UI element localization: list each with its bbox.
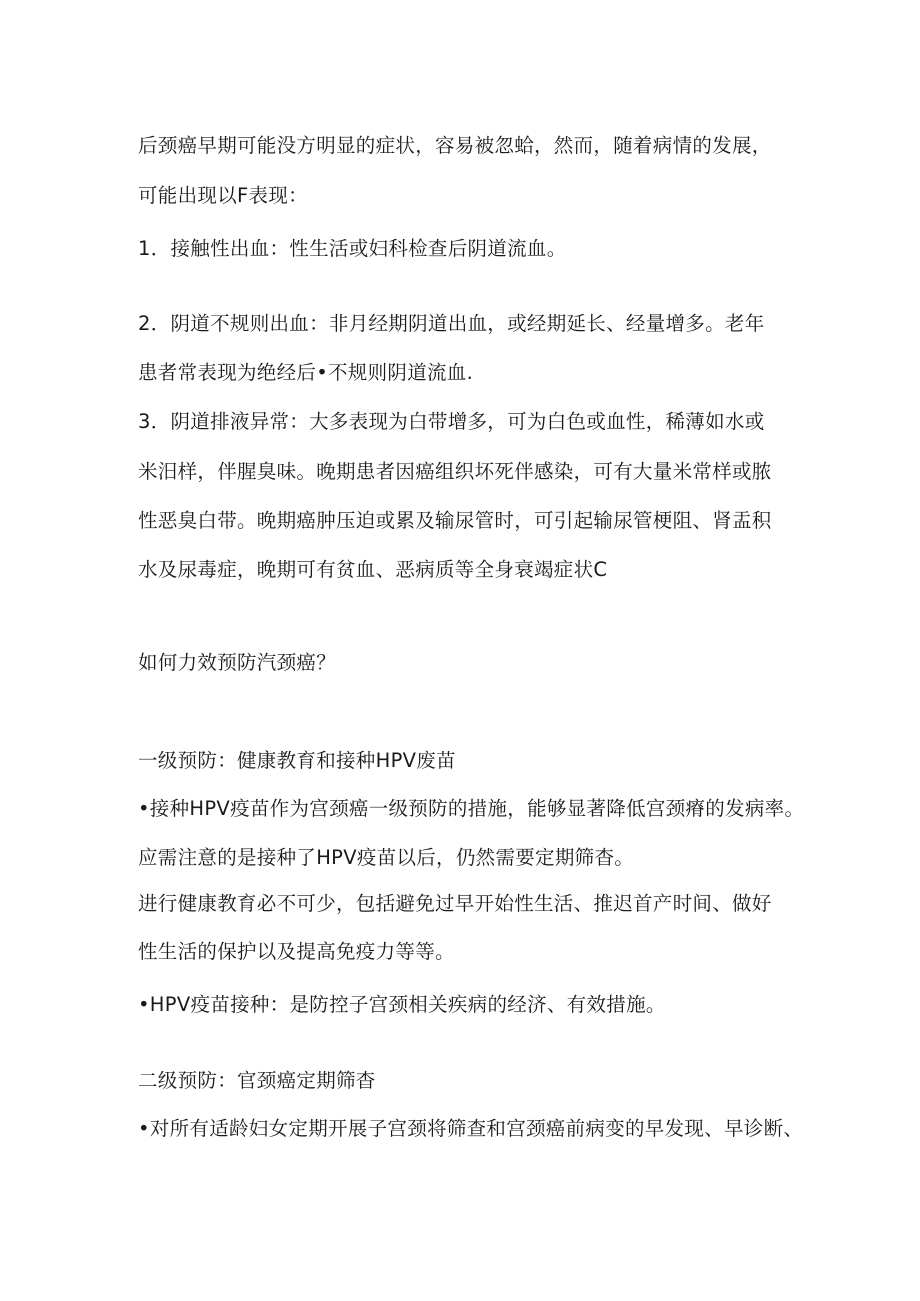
paragraph-health-education-line-2: 性生活的保护以及提高免疫力等等。	[138, 940, 455, 963]
bullet-hpv-vaccine-effect: •接种HPV疫苗作为宫颈癌一级预防的措施，能够显著降低宫颈瘠的发病率。	[138, 797, 805, 820]
paragraph-health-education-line-1: 进行健康教育必不可少，包括避免过早开始性生活、推迟首产时间、做好	[138, 892, 772, 915]
list-item-3-discharge-line-4: 水及尿毒症，晚期可有贫血、恶病质等全身衰竭症状C	[138, 558, 608, 581]
paragraph-symptoms-intro-line-1: 后颈癌早期可能没方明显的症状，容易被忽蛤，然而，随着病情的发展，	[138, 134, 772, 157]
list-item-3-discharge-line-1: 3．阴道排液异常：大多表现为白带增多，可为白色或血性，稀薄如水或	[138, 410, 765, 433]
subheading-primary-prevention: 一级预防：健康教育和接种HPV废苗	[138, 749, 456, 772]
section-heading-prevention: 如何力效预防汽颈癌？	[138, 651, 337, 674]
bullet-regular-screening: •对所有适龄妇女定期开展子宫颈将筛查和宫颈癌前病变的早发现、早诊断、	[138, 1117, 804, 1140]
bullet-hpv-vaccination: •HPV疫苗接种：是防控子宫颈相关疾病的经济、有效措施。	[138, 993, 666, 1016]
note-screening-after-vaccine: 应需注意的是接种了HPV疫苗以后，仍然需要定期筛杳。	[138, 846, 635, 869]
paragraph-symptoms-intro-line-2: 可能出现以F表现：	[138, 184, 308, 207]
list-item-2-irregular-bleeding-line-1: 2．阴道不规则出血：非月经期阴道出血，或经期延长、经量增多。老年	[138, 312, 765, 335]
subheading-secondary-prevention: 二级预防：官颈癌定期筛杳	[138, 1069, 376, 1092]
list-item-3-discharge-line-3: 性恶臭白带。晚期癌肿压迫或累及输尿管时，可引起输尿管梗阻、肾盂积	[138, 509, 772, 532]
list-item-2-irregular-bleeding-line-2: 患者常表现为绝经后•不规则阴道流血.	[138, 361, 474, 384]
list-item-1-contact-bleeding: 1．接触性出血：性生活或妇科检查后阴道流血。	[138, 237, 567, 260]
list-item-3-discharge-line-2: 米汨样，伴腥臭味。晚期患者因癌组织坏死伴感染，可有大量米常样或脓	[138, 460, 772, 483]
